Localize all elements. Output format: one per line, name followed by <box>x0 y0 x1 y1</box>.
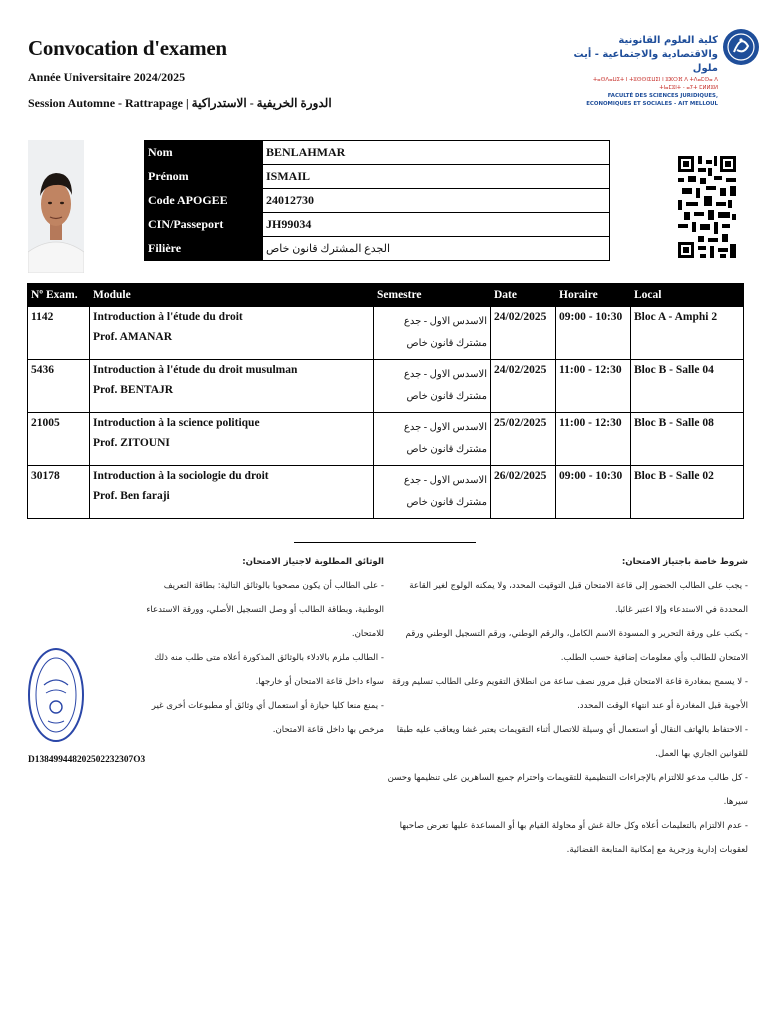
documents-title: الوثائق المطلوبة لاجتياز الامتحان: <box>242 557 384 567</box>
document-item: - على الطالب أن يكون مصحوبا بالوثائق التالية: بطاقة التعريف الوطنية، وبطاقة الطالب أو وصل التسجيل الأصلي، وورقة الاستدعاء للامتحان. <box>146 581 384 639</box>
student-row-cin <box>145 213 610 237</box>
exam-date: 25/02/2025 <box>491 413 556 466</box>
academic-year: Année Universitaire 2024/2025 <box>28 70 186 84</box>
faculty-logo-icon <box>722 16 760 94</box>
student-row-filiere <box>145 237 610 261</box>
exam-num: 21005 <box>28 413 90 466</box>
document-item: - يمنع منعا كليا حيازة أو استعمال أي وثائق أو مطبوعات أخرى غير مرخص بها داخل قاعة الامتحان. <box>151 701 384 735</box>
field-value-prenom: ISMAIL <box>263 165 610 189</box>
faculty-name-ar: كلية العلوم القانونية والاقتصادية والاجتماعية - أيت ملول <box>573 35 718 74</box>
official-stamp-icon <box>26 645 86 745</box>
table-row <box>28 307 744 360</box>
student-row-prenom <box>145 165 610 189</box>
session-ar: الدورة الخريفية - الاستدراكية <box>191 96 332 110</box>
qr-code-icon <box>678 156 736 258</box>
exam-local: Bloc B - Salle 02 <box>631 466 744 519</box>
col-header-horaire: Horaire <box>556 284 631 307</box>
exam-semestre: الاسدس الاول - جدع مشترك قانون خاص <box>374 413 491 466</box>
module-prof: Prof. ZITOUNI <box>93 437 170 449</box>
exams-table <box>27 283 744 519</box>
condition-item: - عدم الالتزام بالتعليمات أعلاه وكل حالة غش أو محاولة القيام بها أو المساعدة عليها تعرض صاحبها لعقوبات إدارية وزجرية مع إمكانية المتابعة القضائية. <box>399 821 748 855</box>
module-name: Introduction à la sociologie du droit <box>93 470 269 482</box>
exam-date: 26/02/2025 <box>491 466 556 519</box>
table-row <box>28 413 744 466</box>
field-label: Filière <box>145 237 263 261</box>
module-name: Introduction à l'étude du droit <box>93 311 243 323</box>
faculty-name-fr: FACULTÉ DES SCIENCES JURIDIQUES, ECONOMIQUES ET SOCIALES - AIT MELLOUL <box>586 93 718 107</box>
col-header-module: Module <box>90 284 374 307</box>
student-row-apogee <box>145 189 610 213</box>
field-value-cin: JH99034 <box>263 213 610 237</box>
module-name: Introduction à la science politique <box>93 417 260 429</box>
exams-header-row <box>28 284 744 307</box>
condition-item: - لا يسمح بمغادرة قاعة الامتحان قبل مرور نصف ساعة من انطلاق التقويم وعلى الطالب تسليم ورقة الأجوبة قبل المغادرة أو عند انتهاء الوقت المحدد. <box>392 677 748 711</box>
faculty-name <box>572 34 718 108</box>
module-prof: Prof. BENTAJR <box>93 384 174 396</box>
field-label: Nom <box>145 141 263 165</box>
exam-horaire: 09:00 - 10:30 <box>556 466 631 519</box>
exam-num: 30178 <box>28 466 90 519</box>
table-row <box>28 466 744 519</box>
condition-item: - كل طالب مدعو للالتزام بالإجراءات التنظيمية للتقويمات واحترام جميع الساهرين على تنظيمها وحسن سيرها. <box>387 773 748 807</box>
student-info-table <box>144 140 610 261</box>
document-id: D138499448202502232307O3 <box>28 755 146 765</box>
document-item: - الطالب ملزم بالادلاء بالوثائق المذكورة أعلاه متى طلب منه ذلك سواء داخل قاعة الامتحان أو خارجها. <box>154 653 384 687</box>
condition-item: - الاحتفاظ بالهاتف النقال أو استعمال أي وسيلة للاتصال أثناء التقويمات يعتبر غشا ويعاقب عليه طبقا للقوانين الجاري بها العمل. <box>396 725 748 759</box>
exam-local: Bloc A - Amphi 2 <box>631 307 744 360</box>
condition-item: - يجب على الطالب الحضور إلى قاعة الامتحان قبل التوقيت المحدد، ولا يمكنه الولوج لغير القاعة المحددة في الاستدعاء وإلا اعتبر غائبا. <box>409 581 748 615</box>
field-value-apogee: 24012730 <box>263 189 610 213</box>
session-fr: Session Automne - Rattrapage | <box>28 96 189 110</box>
exam-local: Bloc B - Salle 04 <box>631 360 744 413</box>
exam-semestre: الاسدس الاول - جدع مشترك قانون خاص <box>374 466 491 519</box>
exam-horaire: 11:00 - 12:30 <box>556 413 631 466</box>
col-header-date: Date <box>491 284 556 307</box>
module-name: Introduction à l'étude du droit musulman <box>93 364 298 376</box>
exam-module <box>90 360 374 413</box>
exam-horaire: 09:00 - 10:30 <box>556 307 631 360</box>
col-header-local: Local <box>631 284 744 307</box>
field-value-filiere: الجدع المشترك قانون خاص <box>263 237 610 261</box>
student-photo <box>28 140 84 273</box>
exam-local: Bloc B - Salle 08 <box>631 413 744 466</box>
module-prof: Prof. AMANAR <box>93 331 172 343</box>
table-row <box>28 360 744 413</box>
faculty-name-tz: ⵜⴰⵙⴷⴰⵡⵉⵜ ⵏ ⵜⵓⵙⵙⵏⵉⵡⵉⵏ ⵏ ⵓⵣⵔⴼ ⴷ ⵜⴷⴰⵎⵙⴰ ⴷ ⵜⵏⴰⵎⵓⵏⵜ - ⴰⵢⵜ ⵎⵍⵍⵓⵍ <box>593 77 718 91</box>
exam-module <box>90 307 374 360</box>
condition-item: - يكتب على ورقة التحرير و المسودة الاسم الكامل، والرقم الوطني، ورقم التسجيل الوطني ورقم الامتحان للطالب وأي معلومات إضافية حسب الطلب. <box>405 629 748 663</box>
field-label: Code APOGEE <box>145 189 263 213</box>
exam-date: 24/02/2025 <box>491 360 556 413</box>
field-label: CIN/Passeport <box>145 213 263 237</box>
exam-module <box>90 413 374 466</box>
module-prof: Prof. Ben faraji <box>93 490 170 502</box>
col-header-num: Nº Exam. <box>28 284 90 307</box>
exam-num: 5436 <box>28 360 90 413</box>
exam-conditions <box>386 550 748 862</box>
student-row-nom <box>145 141 610 165</box>
signature-line <box>294 542 476 543</box>
session-label <box>28 96 332 111</box>
field-value-nom: BENLAHMAR <box>263 141 610 165</box>
exam-horaire: 11:00 - 12:30 <box>556 360 631 413</box>
exam-module <box>90 466 374 519</box>
required-documents <box>140 550 384 742</box>
field-label: Prénom <box>145 165 263 189</box>
col-header-semestre: Semestre <box>374 284 491 307</box>
conditions-title: شروط خاصة باجتياز الامتحان: <box>621 557 748 567</box>
exam-date: 24/02/2025 <box>491 307 556 360</box>
exam-semestre: الاسدس الاول - جدع مشترك قانون خاص <box>374 307 491 360</box>
page-title: Convocation d'examen <box>28 36 227 60</box>
exam-semestre: الاسدس الاول - جدع مشترك قانون خاص <box>374 360 491 413</box>
exam-num: 1142 <box>28 307 90 360</box>
